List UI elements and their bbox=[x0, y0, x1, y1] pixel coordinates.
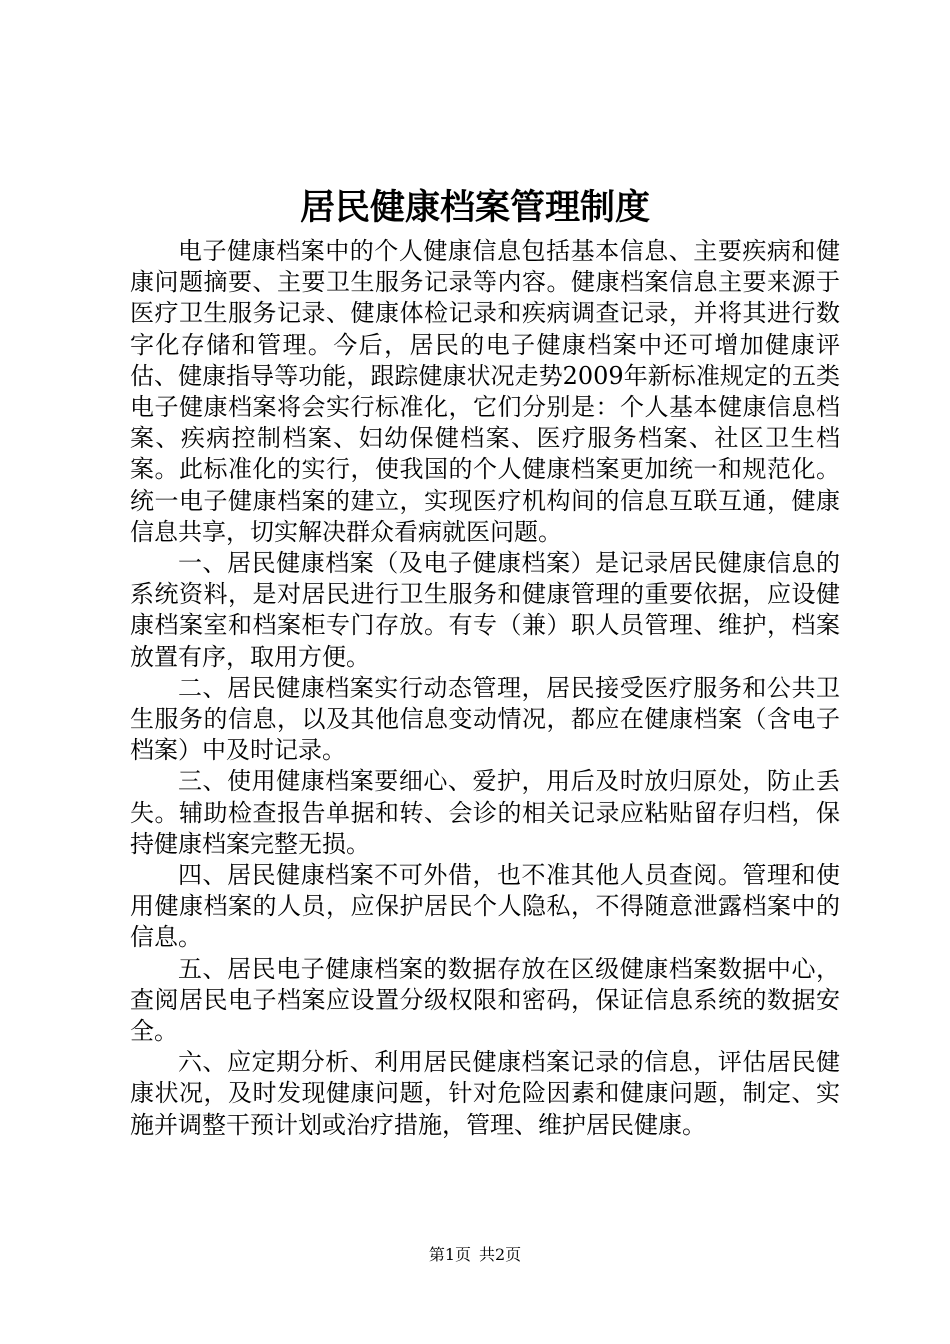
paragraph-rule-5: 五、居民电子健康档案的数据存放在区级健康档案数据中心，查阅居民电子档案应设置分级权限和密码，保证信息系统的数据安全。 bbox=[130, 954, 840, 1046]
paragraph-rule-6: 六、应定期分析、利用居民健康档案记录的信息，评估居民健康状况，及时发现健康问题，针对危险因素和健康问题，制定、实施并调整干预计划或治疗措施，管理、维护居民健康。 bbox=[130, 1048, 840, 1139]
page-number-total: 共2页 bbox=[479, 1245, 522, 1264]
paragraph-rule-3: 三、使用健康档案要细心、爱护，用后及时放归原处，防止丢失。辅助检查报告单据和转、会诊的相关记录应粘贴留存归档，保持健康档案完整无损。 bbox=[130, 767, 840, 858]
document-body bbox=[130, 236, 840, 1141]
paragraph-rule-1: 一、居民健康档案（及电子健康档案）是记录居民健康信息的系统资料，是对居民进行卫生服务和健康管理的重要依据，应设健康档案室和档案柜专门存放。有专（兼）职人员管理、维护，档案放置有序，取用方便。 bbox=[130, 549, 840, 671]
paragraph-intro: 电子健康档案中的个人健康信息包括基本信息、主要疾病和健康问题摘要、主要卫生服务记录等内容。健康档案信息主要来源于医疗卫生服务记录、健康体检记录和疾病调查记录，并将其进行数字化存储和管理。今后，居民的电子健康档案中还可增加健康评估、健康指导等功能，跟踪健康状况走势2009年新标准规定的五类电子健康档案将会实行标准化，它们分别是：个人基本健康信息档案、疾病控制档案、妇幼保健档案、医疗服务档案、社区卫生档案。此标准化的实行，使我国的个人健康档案更加统一和规范化。统一电子健康档案的建立，实现医疗机构间的信息互联互通，健康信息共享，切实解决群众看病就医问题。 bbox=[130, 237, 840, 546]
paragraph-rule-2: 二、居民健康档案实行动态管理，居民接受医疗服务和公共卫生服务的信息，以及其他信息变动情况，都应在健康档案（含电子档案）中及时记录。 bbox=[130, 673, 840, 765]
page-number-current: 第1页 bbox=[428, 1245, 471, 1264]
paragraph-rule-4: 四、居民健康档案不可外借，也不准其他人员查阅。管理和使用健康档案的人员，应保护居民个人隐私，不得随意泄露档案中的信息。 bbox=[130, 861, 840, 952]
document-title: 居民健康档案管理制度 bbox=[299, 187, 650, 228]
page-footer bbox=[0, 1245, 950, 1265]
